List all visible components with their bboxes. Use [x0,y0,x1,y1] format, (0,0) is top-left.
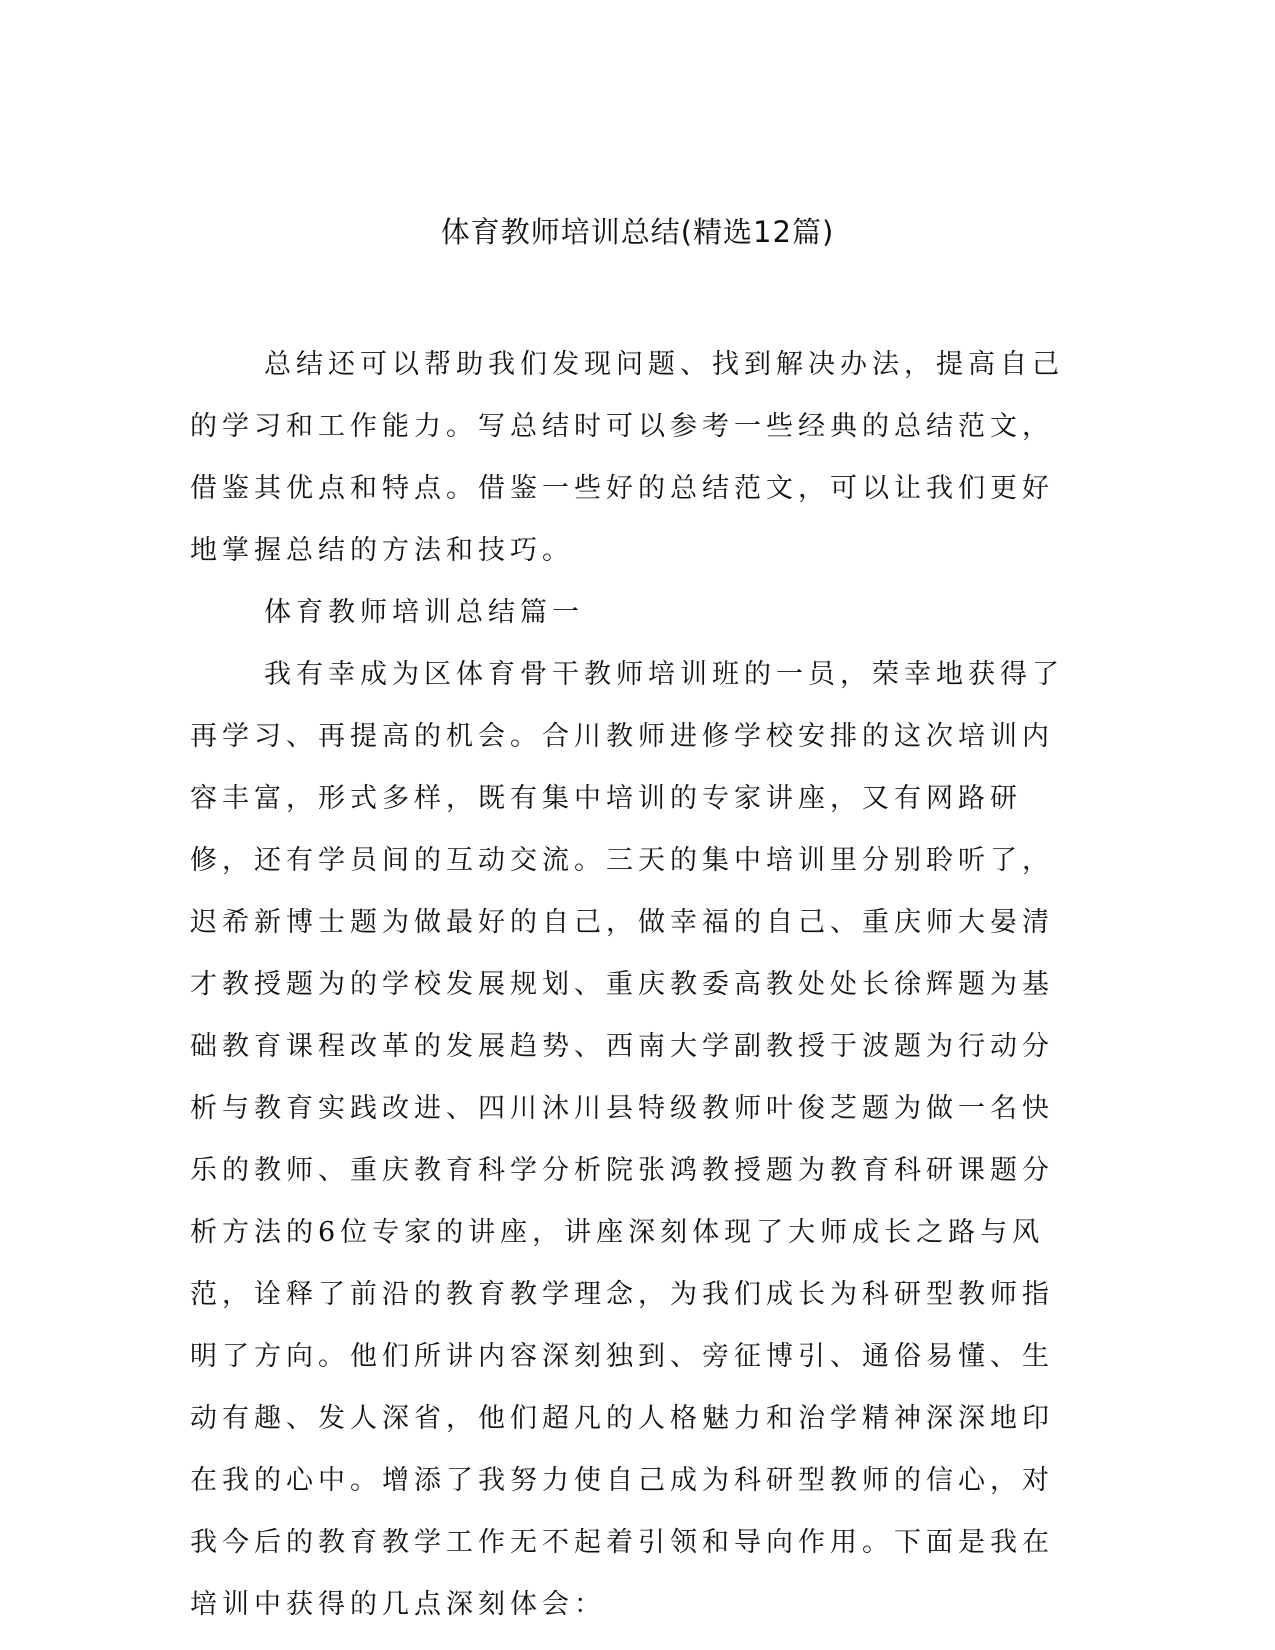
document-title: 体育教师培训总结(精选12篇) [440,215,835,249]
document-body [190,334,1070,1636]
section-heading: 体育教师培训总结篇一 [264,597,584,628]
intro-paragraph: 总结还可以帮助我们发现问题、找到解决办法，提高自己的学习和工作能力。写总结时可以参考一些经典的总结范文，借鉴其优点和特点。借鉴一些好的总结范文，可以让我们更好地掌握总结的方法和技巧。 [190,349,1064,566]
body-paragraph: 我有幸成为区体育骨干教师培训班的一员，荣幸地获得了再学习、再提高的机会。合川教师进修学校安排的这次培训内容丰富，形式多样，既有集中培训的专家讲座，又有网路研修，还有学员间的互动交流。三天的集中培训里分别聆听了，迟希新博士题为做最好的自己，做幸福的自己、重庆师大晏清才教授题为的学校发展规划、重庆教委高教处处长徐辉题为基础教育课程改革的发展趋势、西南大学副教授于波题为行动分析与教育实践改进、四川沐川县特级教师叶俊芝题为做一名快乐的教师、重庆教育科学分析院张鸿教授题为教育科研课题分析方法的6位专家的讲座，讲座深刻体现了大师成长之路与风范，诠释了前沿的教育教学理念，为我们成长为科研型教师指明了方向。他们所讲内容深刻独到、旁征博引、通俗易懂、生动有趣、发人深省，他们超凡的人格魅力和治学精神深深地印在我的心中。增添了我努力使自己成为科研型教师的信心，对我今后的教育教学工作无不起着引领和导向作用。下面是我在培训中获得的几点深刻体会： [190,659,1064,1620]
